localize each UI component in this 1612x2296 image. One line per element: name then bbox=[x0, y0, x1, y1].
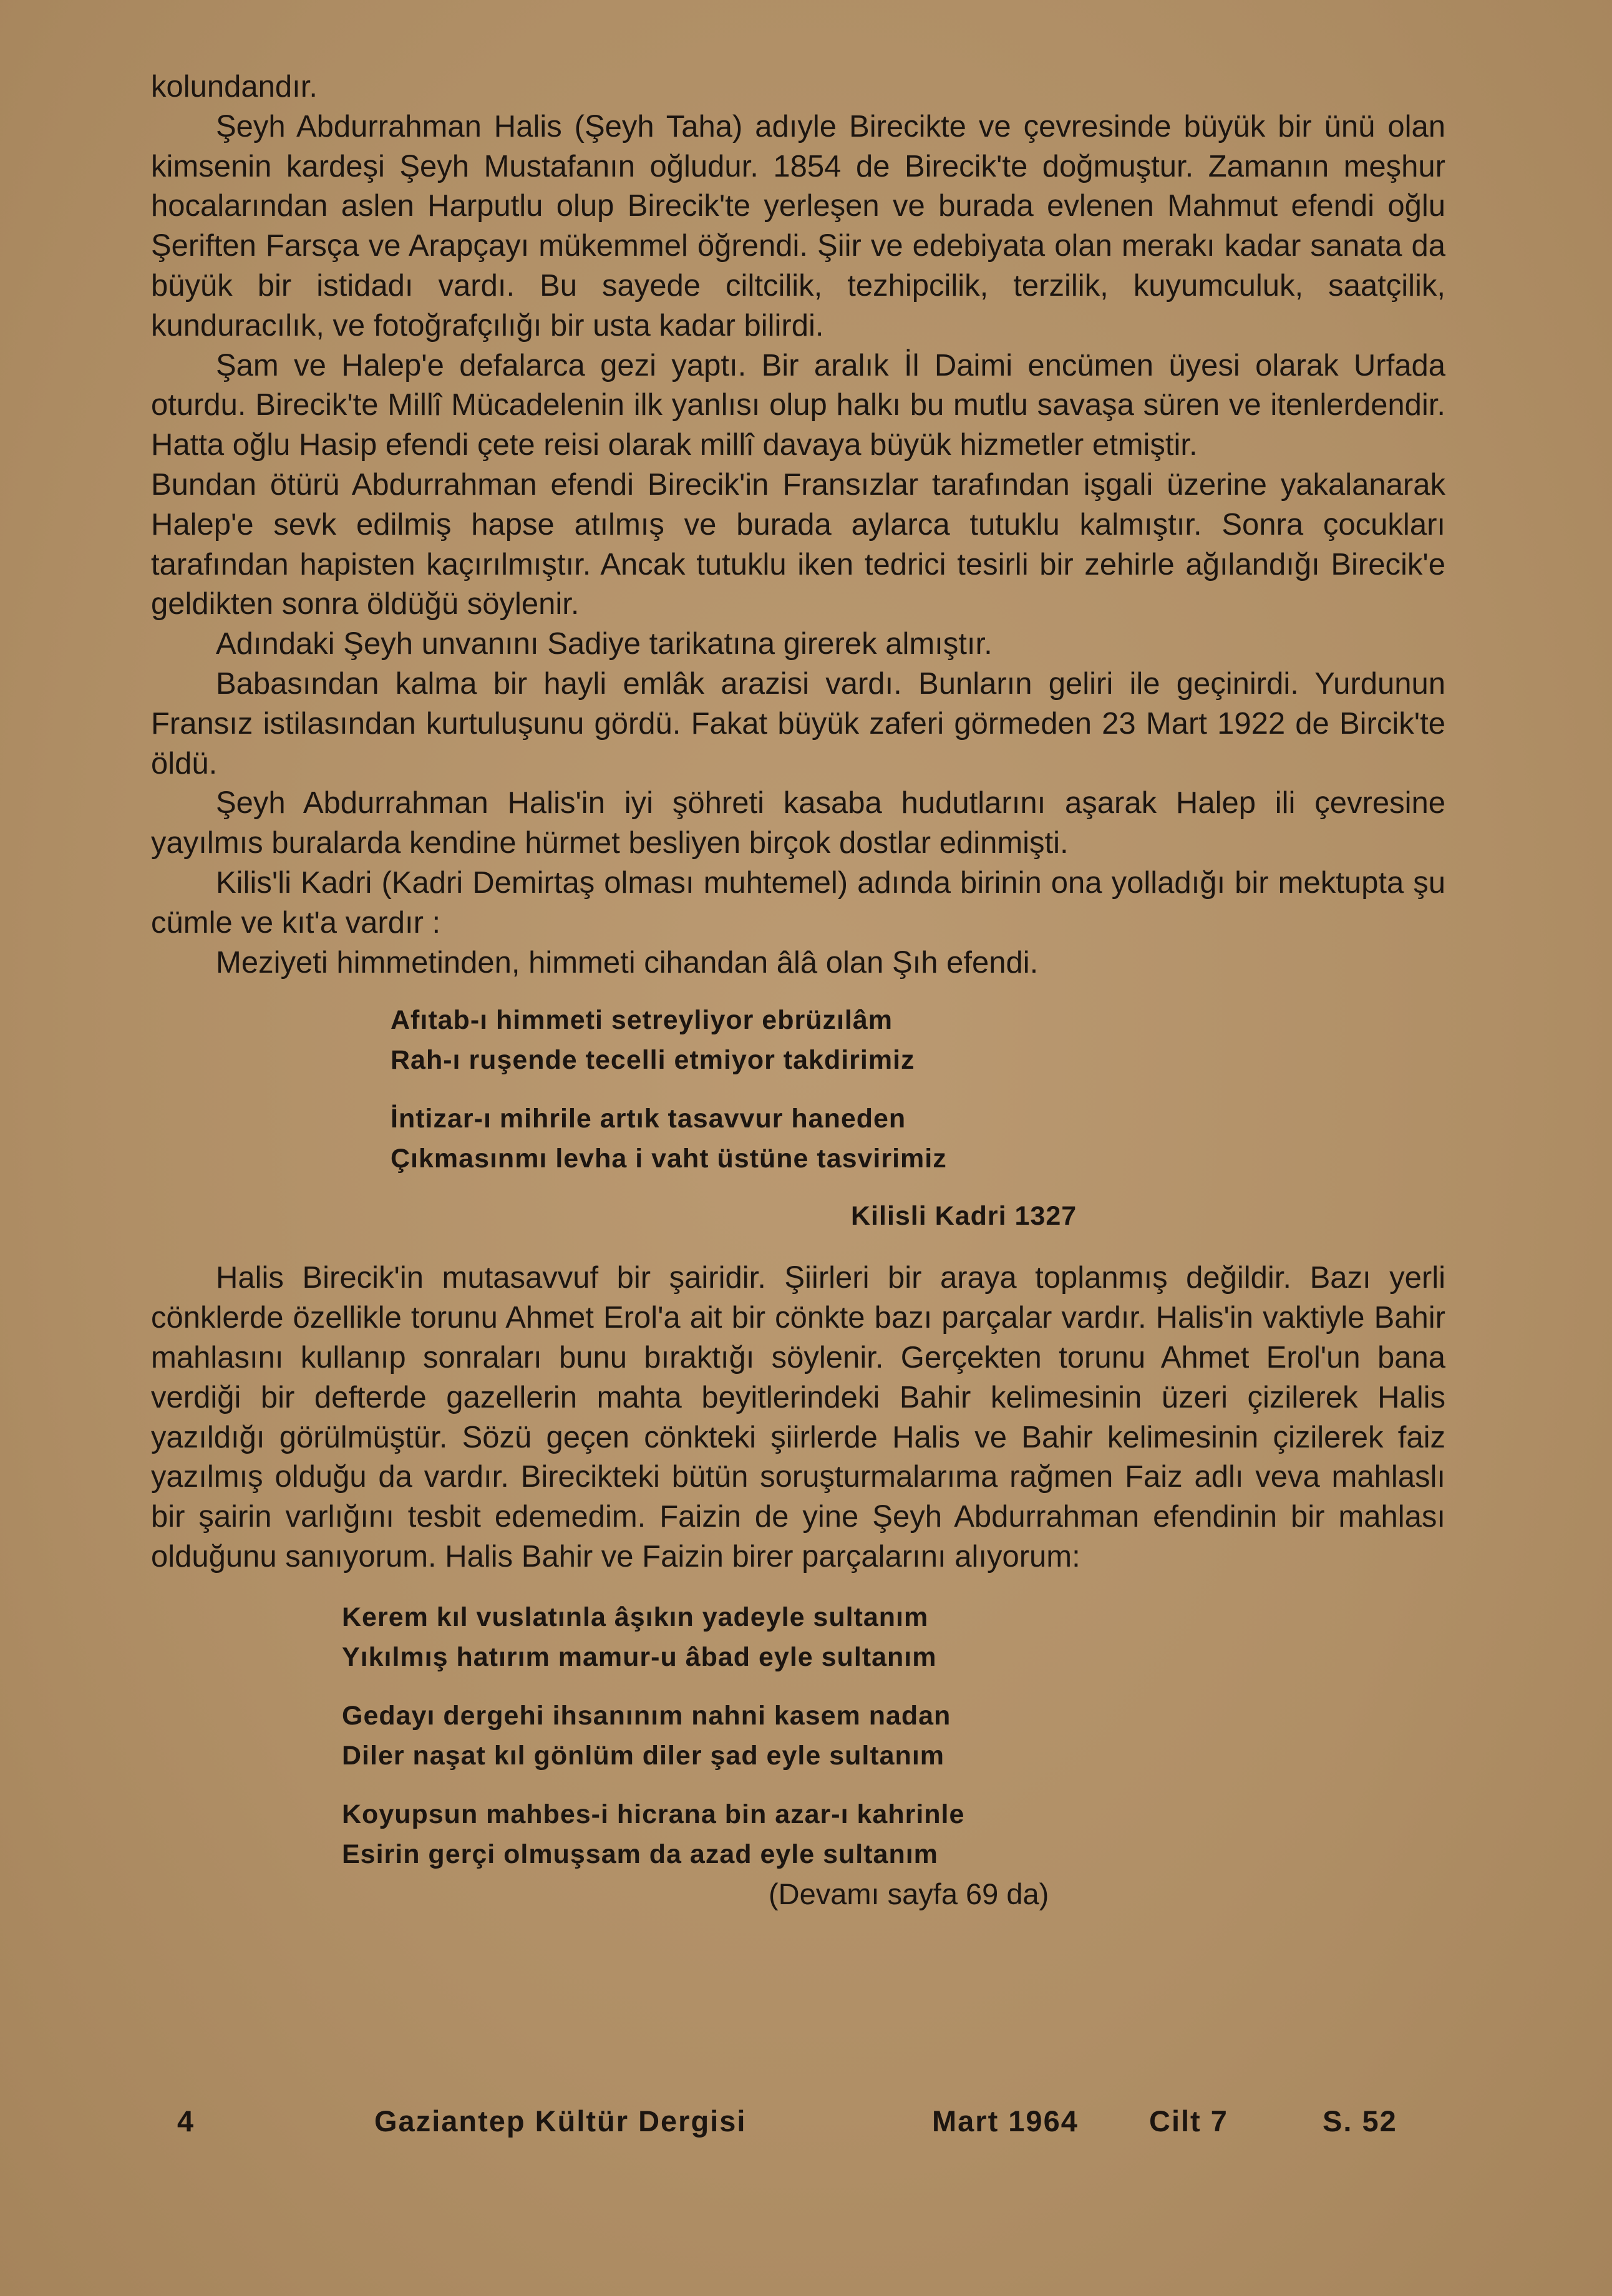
poem-line: Gedayı dergehi ihsanınım nahni kasem nadan bbox=[342, 1700, 951, 1731]
paragraph: Bundan ötürü Abdurrahman efendi Birecik'in Fransızlar tarafından işgali üzerine yakalanarak Halep'e sevk edilmiş hapse atılmış ve burada aylarca tutuklu kalmıştır. Sonra çocukları tarafından hapisten kaçırılmıştır. Ancak tutuklu iken tedrici tesirli bir zehirle ağılandığı Birecik'e geldikten sonra öldüğü söylenir. bbox=[151, 467, 1445, 621]
issue-number: S. 52 bbox=[1323, 2104, 1397, 2138]
paragraph: Babasından kalma bir hayli emlâk arazisi vardı. Bunların geliri ile geçinirdi. Yurdunun Fransız istilasından kurtuluşunu gördü. Fakat büyük zaferi görmeden 23 Mart 1922 de Bircik'te öldü. bbox=[151, 666, 1445, 781]
poem-stanza bbox=[342, 1794, 1445, 1874]
paragraph: Halis Birecik'in mutasavvuf bir şairidir. Şiirleri bir araya toplanmış değildir. Bazı yerli cönklerde özellikle torunu Ahmet Erol'a ait bir cönkte bazı parçalar vardır. Halis'in vaktiyle Bahir mahlasını kullanıp sonraları bunu bıraktığı söylenir. Gerçekten torunu Ahmet Erol'un bana verdiği bir defterde gazellerin mahta beyitlerindeki Bahir kelimesinin üzeri çizilerek Halis yazıldığı görülmüştür. Sözü geçen cönkteki şiirlerde Halis ve Bahir kelimesinin çizilerek faiz yazılmış olduğu da vardır. Birecikteki bütün soruşturmalarıma rağmen Faiz adlı veva mahlaslı bir şairin varlığını tesbit edemedim. Faizin de yine Şeyh Abdurrahman efendinin bir mahlası olduğunu sanıyorum. Halis Bahir ve Faizin birer parçalarını alıyorum: bbox=[151, 1261, 1445, 1574]
paragraph: Kilis'li Kadri (Kadri Demirtaş olması muhtemel) adında birinin ona yolladığı bir mektupta şu cümle ve kıt'a vardır : bbox=[151, 865, 1445, 940]
poem-stanza bbox=[391, 1099, 1445, 1179]
paragraph: Şeyh Abdurrahman Halis (Şeyh Taha) adıyle Birecikte ve çevresinde büyük bir ünü olan kimsenin kardeşi Şeyh Mustafanın oğludur. 1854 de Birecik'te doğmuştur. Zamanın meşhur hocalarından aslen Harputlu olup Birecik'te yerleşen ve burada evlenen Mahmut efendi oğlu Şeriften Farsça ve Arapçayı mükemmel öğrendi. Şiir ve edebiyata olan merakı kadar sanata da büyük bir istidadı vardı. Bu sayede ciltcilik, tezhipcilik, terzilik, kuyumculuk, saatçilik, kunduracılık, ve fotoğrafçılığı bir usta kadar bilirdi. bbox=[151, 109, 1445, 343]
poem-line: Rah-ı ruşende tecelli etmiyor takdirimiz bbox=[391, 1045, 915, 1076]
paragraph: Adındaki Şeyh unvanını Sadiye tarikatına girerek almıştır. bbox=[216, 627, 993, 661]
poem-line: İntizar-ı mihrile artık tasavvur haneden bbox=[391, 1104, 906, 1134]
paragraph: Meziyeti himmetinden, himmeti cihandan âlâ olan Şıh efendi. bbox=[216, 945, 1039, 980]
poem-line: Koyupsun mahbes-i hicrana bin azar-ı kahrinle bbox=[342, 1799, 965, 1829]
poem-line: Çıkmasınmı levha i vaht üstüne tasvirimiz bbox=[391, 1144, 947, 1174]
page-footer bbox=[0, 2104, 1612, 2148]
volume-number: Cilt 7 bbox=[1149, 2104, 1228, 2138]
paragraph: kolundandır. bbox=[151, 70, 318, 104]
magazine-title: Gaziantep Kültür Dergisi bbox=[374, 2104, 747, 2138]
paragraph: Şeyh Abdurrahman Halis'in iyi şöhreti kasaba hudutlarını aşarak Halep ili çevresine yayılmıs buralarda kendine hürmet besliyen birçok dostlar edinmişti. bbox=[151, 786, 1445, 860]
page-number: 4 bbox=[177, 2104, 195, 2138]
poem-stanza bbox=[342, 1597, 1445, 1677]
quoted-poem bbox=[391, 1000, 1445, 1179]
continued-note: (Devamı sayfa 69 da) bbox=[769, 1877, 1049, 1910]
poem-signature: Kilisli Kadri 1327 bbox=[851, 1201, 1077, 1232]
issue-date: Mart 1964 bbox=[932, 2104, 1079, 2138]
paragraph: Şam ve Halep'e defalarca gezi yaptı. Bir aralık İl Daimi encümen üyesi olarak Urfada oturdu. Birecik'te Millî Mücadelenin ilk yanlısı olup halkı bu mutlu savaşa süren ve itenlerdendir. Hatta oğlu Hasip efendi çete reisi olarak millî davaya büyük hizmetler etmiştir. bbox=[151, 348, 1445, 462]
poem-line: Afıtab-ı himmeti setreyliyor ebrüzılâm bbox=[391, 1005, 893, 1036]
poem-line: Yıkılmış hatırım mamur-u âbad eyle sultanım bbox=[342, 1642, 937, 1672]
poem-line: Esirin gerçi olmuşsam da azad eyle sultanım bbox=[342, 1839, 938, 1869]
poem-line: Kerem kıl vuslatınla âşıkın yadeyle sultanım bbox=[342, 1602, 929, 1632]
article-body bbox=[151, 67, 1445, 1914]
quoted-poem bbox=[342, 1597, 1445, 1874]
poem-line: Diler naşat kıl gönlüm diler şad eyle sultanım bbox=[342, 1740, 945, 1771]
poem-stanza bbox=[342, 1696, 1445, 1776]
poem-stanza bbox=[391, 1000, 1445, 1080]
